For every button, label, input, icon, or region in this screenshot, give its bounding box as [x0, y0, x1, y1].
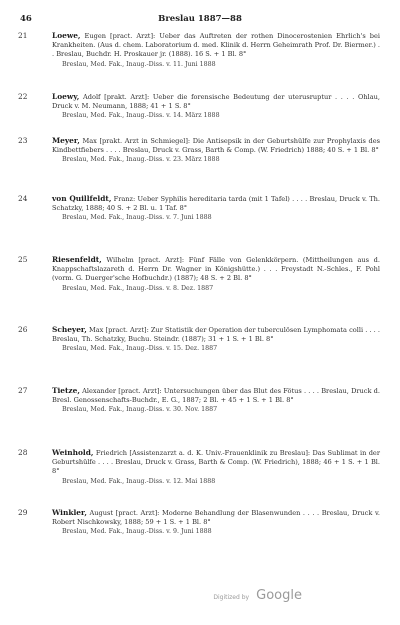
- entry-number: 22: [18, 92, 28, 101]
- entry-author: Meyer,: [52, 136, 80, 145]
- bibliography-entry: [18, 31, 380, 69]
- entry-number: 25: [18, 255, 28, 264]
- entry-citation: [52, 386, 380, 405]
- entry-number: 21: [18, 31, 28, 40]
- entry-text: Max [prakt. Arzt in Schmiegel]: Die Antisepsik in der Geburtshülfe zur Prophylaxis des Kindbettfiebers . . . . Breslau, Druck v. Grass, Barth & Comp. (W. Friedrich) 1888; 40 S. + 1 Bl. 8°: [52, 137, 380, 155]
- entry-number: 23: [18, 136, 28, 145]
- entry-author: Scheyer,: [52, 325, 87, 334]
- entry-number: 29: [18, 508, 28, 517]
- entry-citation: [52, 448, 380, 477]
- running-title: Breslau 1887—88: [158, 14, 242, 24]
- entry-text: Eugen [pract. Arzt]: Ueber das Auftreten der rothen Dinocerostenien Ehrlich's bei Krankheiten. (Aus d. chem. Laboratorium d. med. Klinik d. Herrn Geheimrath Prof. Dr. Biermer.) . . Breslau, Buchdr. H. Proskauer jr. (1888). 16 S. + 1 Bl. 8°: [52, 32, 380, 59]
- entry-citation: [52, 31, 380, 60]
- entry-text: Wilhelm [pract. Arzt]: Fünf Fälle von Gelenkkörpern. (Mittheilungen aus d. Knappschaftslazareth d. Herrn Dr. Wagner in Königshütte.) . . . Freystadt N.-Schles., F. Pohl (vorm. G. Duerger'sche Hofbuchdr.) (1887); 48 S. + 2 Bl. 8°: [52, 256, 380, 283]
- entry-text: Friedrich [Assistenzarzt a. d. K. Univ.-Frauenklinik zu Breslau]: Das Sublimat in der Geburtshülfe . . . . Breslau, Druck v. Grass, Barth & Comp. (W. Friedrich), 1888; 46 + 1 S. + 1 Bl. 8°: [52, 449, 380, 476]
- bibliography-entry: [18, 386, 380, 414]
- entry-citation: [52, 508, 380, 527]
- page-number: 46: [20, 14, 32, 24]
- entry-publication-note: Breslau, Med. Fak., Inaug.-Diss. v. 14. März 1888: [62, 112, 220, 120]
- entry-author: von Quillfeldt,: [52, 194, 112, 203]
- entry-text: Max [pract. Arzt]: Zur Statistik der Operation der tuberculösen Lymphomata colli . . . . Breslau, Th. Schatzky, Buchu. Steindr. (1887); 31 + 1 S. + 1 Bl. 8°: [52, 326, 380, 344]
- bibliography-entry: [18, 92, 380, 120]
- entry-publication-note: Breslau, Med. Fak., Inaug.-Diss. v. 23. März 1888: [62, 156, 220, 164]
- entry-text: August [pract. Arzt]: Moderne Behandlung der Blasenwunden . . . . Breslau, Druck v. Robert Nischkowsky, 1888; 59 + 1 S. + 1 Bl. 8°: [52, 509, 380, 527]
- entry-author: Tietze,: [52, 386, 80, 395]
- google-logo: Google: [256, 588, 302, 603]
- bibliography-entry: [18, 508, 380, 536]
- entry-number: 27: [18, 386, 28, 395]
- entry-citation: [52, 255, 380, 284]
- entry-publication-note: Breslau, Med. Fak., Inaug.-Diss. v. 12. Mai 1888: [62, 477, 216, 485]
- entry-number: 28: [18, 448, 28, 457]
- entry-author: Loewy,: [52, 92, 80, 101]
- entry-number: 26: [18, 325, 28, 334]
- entry-citation: [52, 92, 380, 111]
- digitized-by-text: Digitized by: [213, 594, 250, 601]
- entry-citation: [52, 136, 380, 155]
- entry-author: Riesenfeldt,: [52, 255, 102, 264]
- entry-text: Adolf [prakt. Arzt]: Ueber die forensische Bedeutung der uterusruptur . . . . Ohlau, Druck v. M. Neumann, 1888; 41 + 1 S. 8°: [52, 93, 380, 111]
- entry-text: Franz: Ueber Syphilis hereditaria tarda (mit 1 Tafel) . . . . Breslau, Druck v. Th. Schatzky, 1888; 40 S. + 2 Bl. u. 1 Taf. 8°: [52, 195, 380, 213]
- entry-publication-note: Breslau, Med. Fak., Inaug.-Diss. v. 30. Nov. 1887: [62, 406, 218, 414]
- bibliography-entry: [18, 136, 380, 164]
- entry-publication-note: Breslau, Med. Fak., Inaug.-Diss. v. 15. Dez. 1887: [62, 345, 218, 353]
- entry-citation: [52, 325, 380, 344]
- entry-publication-note: Breslau, Med. Fak., Inaug.-Diss. v. 11. Juni 1888: [62, 60, 216, 68]
- digitization-watermark: [213, 584, 302, 603]
- page-header: [20, 14, 380, 26]
- entry-publication-note: Breslau, Med. Fak., Inaug.-Diss. v. 7. Juni 1888: [62, 214, 212, 222]
- entry-citation: [52, 194, 380, 213]
- bibliography-entry: [18, 325, 380, 353]
- entry-text: Alexander [pract. Arzt]: Untersuchungen über das Blut des Fötus . . . . Breslau, Druck d. Bresl. Genossenschafts-Buchdr., E. G., 1887; 2 Bl. + 45 + 1 S. + 1 Bl. 8°: [52, 387, 380, 405]
- bibliography-entry: [18, 255, 380, 293]
- entry-author: Winkler,: [52, 508, 87, 517]
- entry-author: Weinhold,: [52, 448, 94, 457]
- entry-publication-note: Breslau, Med. Fak., Inaug.-Diss. v. 9. Juni 1888: [62, 528, 212, 536]
- entry-publication-note: Breslau, Med. Fak., Inaug.-Diss. v. 8. Dez. 1887: [62, 284, 214, 292]
- entry-author: Loewe,: [52, 31, 81, 40]
- entry-number: 24: [18, 194, 28, 203]
- bibliography-entry: [18, 194, 380, 222]
- bibliography-entry: [18, 448, 380, 486]
